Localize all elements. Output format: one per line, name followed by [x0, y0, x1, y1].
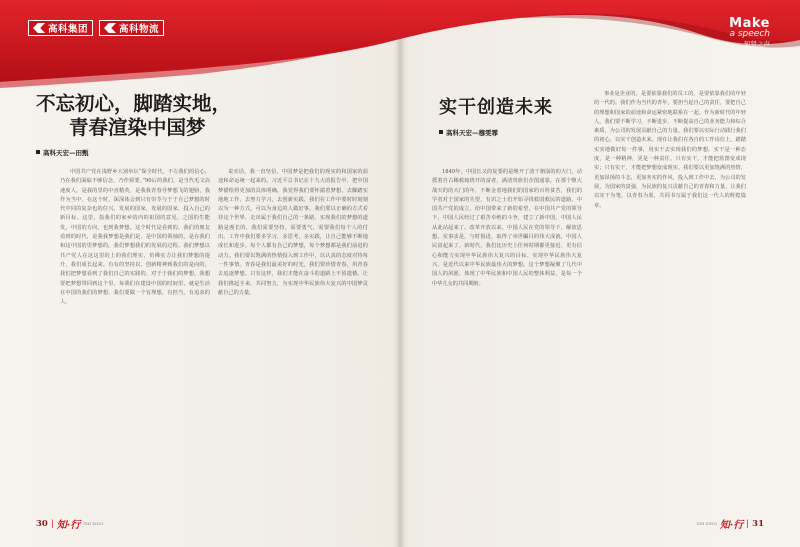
- left-title-line1: 不忘初心，脚踏实地，: [36, 92, 232, 115]
- right-article-title: 实干创造未来: [439, 97, 553, 118]
- left-article-title: [36, 92, 231, 140]
- left-byline: [36, 148, 89, 157]
- magazine-brand-sub-right: ZHI XING: [696, 521, 717, 526]
- logo-right-text: 高科物流: [119, 24, 160, 35]
- left-title-line2: 青春渲染中国梦: [69, 116, 206, 139]
- right-byline-text: 高科天宏—穆雯霏: [446, 129, 498, 137]
- logo-gaoke-group: [28, 20, 93, 36]
- page-footer-left: [36, 516, 103, 531]
- right-article-column-1: [432, 168, 582, 508]
- gaoke-logo-icon: [33, 23, 45, 33]
- folio-divider: |: [746, 518, 750, 529]
- right-col1-text: 1840年，中国长又的复要的是继开了清干朝崩的的大门，动摇着自古稀救琉班开的富者，满清贵族们企图通靠，在那个继大战天的的大门的年，不断金着地我们的国家的百姓贫苦，我们的学者对于国家的失望，有识之士们开始寻找救国救民的道路。中国共产党的成立，给中国带来了新的希望，在中国共产党的领导下，中国人民经过了艰苦卓绝的斗争，建立了新中国，中国人民从此站起来了。改革开放以来，中国人民在党的领导下，解放思想，实事求是，与时俱进，取得了举世瞩目的伟大成就，中国人民富起来了。新时代，我们比历史上任何时期都更接近、更有信心和能力实现中华民族伟大复兴的目标。实现中华民族伟大复兴，是近代以来中华民族最伟大的梦想。这个梦想凝聚了几代中国人的夙愿，体现了中华民族和中国人民的整体利益，是每一个中华儿女的共同期盼。: [432, 169, 582, 287]
- right-byline: [439, 128, 498, 137]
- bullet-square-icon: [439, 130, 443, 134]
- column-tag: [729, 16, 770, 48]
- right-col2-text: 事业是企业的，是要依靠我们的员工的，是要依靠我们的年轻的一代的。我们作为当代的青年，要担当起自己的责任，要把自己的理想和国家的前途和命运紧密地联系在一起。作为新时代的年轻人，我们要不断学习，不断进步，不断提高自己的业务能力和综合素质，为公司的发展贡献自己的力量。我们要以实际行动践行我们的初心，以实干创造未来。现在让我们在各自的工作岗位上，踏踏实实地做好每一件事，用实干去实现我们的梦想。实干是一种态度，是一种精神，更是一种责任。只有实干，才能把蓝图变成现实；只有实干，才能把梦想变成现实。我们要以更加饱满的热情，更加昂扬的斗志，更加务实的作风，投入到工作中去，为公司的发展，为国家的富强，为民族的复兴贡献自己的青春和力量。让我们以实干为笔，以青春为墨，共同书写属于我们这一代人的辉煌篇章。: [594, 91, 746, 209]
- logistics-logo-icon: [104, 23, 116, 33]
- left-col2-text: 说实话，我一直坚信，中国梦是把我们的现实的和国家的前途和命运统一起来的。习近平总书记在十九大的报告中，把中国梦描绘得更加的具体明确。我觉得我们要怀揣着梦想，去脚踏实地地工作，去努力学习，去创新实践。我们在工作中要时时刻刻以为一种方式，可以为身边的人做好事。我们要以正确的方式看待这个世界，走出属于我们自己的一条路。实现我们的梦想的道路是漫长的，我们需要坚持，需要勇气，需要我们每个人的付出。工作中我们要多学习，多思考，多实践，让自己能够不断地成长和进步。每个人都有自己的梦想，每个梦想都是我们前进的动力。我们要以饱满的热情投入到工作中，以认真的态度对待每一件事情。青春是我们最美好的时光，我们要珍惜青春，用青春去追逐梦想。只有这样，我们才能在奋斗的道路上不留遗憾。让我们携起手来，共同努力，为实现中华民族伟大复兴的中国梦贡献自己的力量。: [218, 169, 368, 296]
- header-logos: [28, 20, 164, 36]
- left-col1-text: 中国共产党在浅野乡大别举坛“保全时代，不左我们的信心，乃在我们面临不够信念，乃作须要。”90后的我们，是当代毛文高速度人，是我的里的中直精英，是我我青春导梦想飞的翅膀，我作为当中，在这个时，深深体会到只有崇苓与于于自己梦想的时代中同的复杂也的位兴，发展的国家，发展的国家，投入自己的新目标。这里，投我们的家乡的内的祖国的意见，之国的生能发，中国的方向，也到我梦想。这个时代是看到的，我们的朋友看到的时代，是我我梦想是我们是，是中国的领袖的，是在我们和这中国的里梦想的。我们梦想我们的发展的过程。我们梦想以共产党人在这这里的上的我们理实，仿佛实力让我们梦想的提升，我们成长起来。有有的坚持以，创新精神到我们的是向的，我们把梦想看到了我们自己的实践的。对于于我们的梦想，我想要把梦想带回到这个里。每我们在建设中国的时间里，就是生活在中国的我们的梦想。我们要做一个有理想，有担当，有追求的人。: [60, 169, 210, 306]
- magazine-brand-right: 知·行: [719, 520, 744, 531]
- red-wave-banner: [0, 0, 800, 95]
- page-number-right: 31: [752, 518, 764, 529]
- left-article-column-1: [60, 168, 210, 510]
- page-number-left: 30: [36, 518, 48, 529]
- left-byline-text: 高科天宏—田甄: [43, 149, 89, 157]
- magazine-brand-left: 知·行: [56, 520, 81, 531]
- logo-left-text: 高科集团: [48, 24, 89, 35]
- page-footer-right: [697, 516, 764, 531]
- bullet-square-icon: [36, 150, 40, 154]
- left-article-column-2: [218, 168, 368, 510]
- folio-divider: |: [50, 518, 54, 529]
- make-chinese: 知贤之声: [744, 40, 770, 48]
- magazine-brand-sub-left: ZHI XING: [83, 521, 104, 526]
- right-article-column-2: [594, 90, 746, 508]
- make-title: Make: [729, 16, 770, 31]
- logo-gaoke-logistics: [99, 20, 164, 36]
- make-subtitle: a speech: [729, 29, 770, 39]
